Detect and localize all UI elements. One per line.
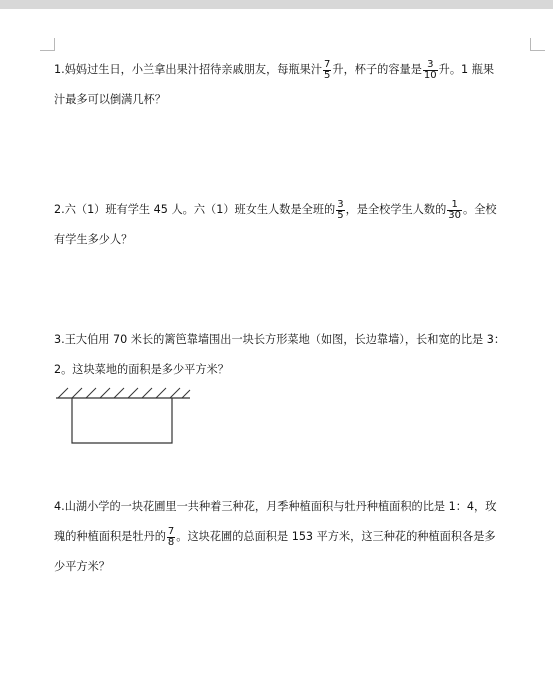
fraction-numerator: 3 bbox=[337, 198, 344, 210]
question-3-line-1 bbox=[54, 325, 532, 355]
page-margin-corner-top-left bbox=[40, 38, 55, 51]
question-1 bbox=[54, 55, 532, 115]
question-4-line-2 bbox=[54, 522, 532, 552]
question-text: 妈妈过生日，小兰拿出果汁招待亲戚朋友，每瓶果汁 bbox=[64, 63, 323, 76]
question-text: 升，杯子的容量是 bbox=[332, 63, 422, 76]
fraction-denominator: 5 bbox=[324, 69, 331, 81]
fraction bbox=[336, 200, 344, 221]
fraction-numerator: 7 bbox=[167, 525, 175, 537]
fraction bbox=[423, 60, 438, 81]
question-4-line-3: 少平方米？ bbox=[54, 560, 110, 573]
question-4-line-1 bbox=[54, 492, 532, 522]
fraction bbox=[167, 527, 175, 548]
fraction-numerator: 3 bbox=[427, 58, 434, 70]
fraction bbox=[323, 60, 331, 81]
question-text: 王大伯用 70 米长的篱笆靠墙围出一块长方形菜地（如图，长边靠墙），长和宽的比是 3： bbox=[64, 333, 506, 346]
question-number: 4. bbox=[54, 500, 65, 513]
fraction-denominator: 30 bbox=[448, 209, 462, 221]
question-text: 升。1 瓶果 bbox=[438, 63, 495, 76]
page-margin-corner-top-right bbox=[530, 38, 545, 51]
fraction-numerator: 7 bbox=[324, 58, 331, 70]
question-1-line-2: 汁最多可以倒满几杯？ bbox=[54, 93, 166, 106]
fraction bbox=[447, 200, 462, 221]
question-3 bbox=[54, 325, 532, 385]
fraction-denominator: 8 bbox=[167, 536, 175, 548]
question-text: ，是全校学生人数的 bbox=[345, 203, 447, 216]
question-text: 瑰的种植面积是牡丹的 bbox=[54, 530, 166, 543]
question-text: 。全校 bbox=[463, 203, 497, 216]
question-2 bbox=[54, 195, 532, 255]
question-2-line-2: 有学生多少人？ bbox=[54, 233, 133, 246]
question-text: 山湖小学的一块花圃里一共种着三种花，月季种植面积与牡丹种植面积的比是 1：4，玫 bbox=[64, 500, 497, 513]
question-2-line-1 bbox=[54, 195, 532, 225]
question-3-line-2: 2。这块菜地的面积是多少平方米？ bbox=[54, 363, 229, 376]
question-number: 1. bbox=[54, 63, 65, 76]
fraction-numerator: 1 bbox=[451, 198, 458, 210]
question-1-line-1 bbox=[54, 55, 532, 85]
question-text: 。这块花圃的总面积是 153 平方米，这三种花的种植面积各是多 bbox=[176, 530, 496, 543]
wall-hatching bbox=[58, 388, 190, 398]
question-text: 六（1）班有学生 45 人。六（1）班女生人数是全班的 bbox=[64, 203, 336, 216]
question-4 bbox=[54, 492, 532, 582]
question-number: 3. bbox=[54, 333, 65, 346]
fraction-denominator: 5 bbox=[337, 209, 344, 221]
question-number: 2. bbox=[54, 203, 65, 216]
vegetable-plot-fence bbox=[72, 398, 172, 443]
fraction-denominator: 10 bbox=[423, 69, 437, 81]
fence-wall-diagram bbox=[54, 385, 194, 447]
window-top-bar bbox=[0, 0, 553, 9]
